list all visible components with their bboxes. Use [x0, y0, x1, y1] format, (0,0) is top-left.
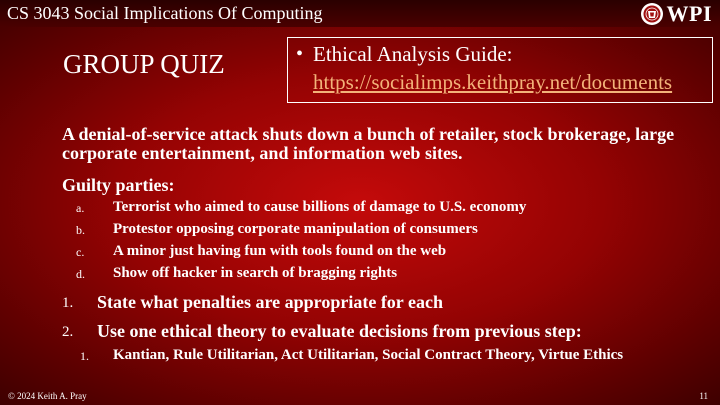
party-marker: b. [76, 223, 85, 237]
step-text: Use one ethical theory to evaluate decisions from previous step: [97, 321, 582, 341]
logo-text: WPI [666, 1, 712, 26]
scenario-text: A denial-of-service attack shuts down a bunch of retailer, stock brokerage, large corporate entertainment, and information web sites. [62, 124, 675, 163]
guide-link[interactable]: https://socialimps.keithpray.net/documents [313, 70, 673, 94]
party-text: Protestor opposing corporate manipulation of consumers [113, 221, 478, 237]
party-item-protestor [76, 220, 478, 238]
ethical-guide-box [287, 37, 713, 103]
wpi-seal-icon [640, 2, 664, 26]
wpi-logo [640, 1, 713, 27]
substep-item-theories [80, 347, 703, 364]
substep-marker: 1. [80, 349, 89, 363]
guide-title: Ethical Analysis Guide: [313, 42, 513, 66]
step-item-penalties [62, 292, 443, 312]
step-marker: 1. [62, 295, 74, 311]
party-text: A minor just having fun with tools found on the web [113, 243, 447, 259]
party-text: Terrorist who aimed to cause billions of damage to U.S. economy [113, 199, 527, 215]
footer-copyright: © 2024 Keith A. Pray [8, 391, 87, 401]
step-text: State what penalties are appropriate for each [97, 292, 443, 312]
step-marker: 2. [62, 324, 74, 340]
footer-page-number: 11 [699, 391, 708, 401]
party-marker: d. [76, 267, 85, 281]
header-bar [0, 0, 720, 27]
party-item-hacker [76, 264, 398, 282]
guide-bullet: • [296, 43, 304, 65]
party-item-minor [76, 242, 447, 260]
party-item-terrorist [76, 198, 527, 216]
slide-title: GROUP QUIZ [63, 49, 225, 79]
party-marker: c. [76, 245, 85, 259]
substep-text: Kantian, Rule Utilitarian, Act Utilitarian, Social Contract Theory, Virtue Ethics [113, 347, 624, 363]
step-item-ethical-theory [62, 321, 582, 341]
course-title: CS 3043 Social Implications Of Computing [7, 3, 323, 23]
party-text: Show off hacker in search of bragging rights [113, 265, 398, 281]
guilty-parties-heading: Guilty parties: [62, 175, 175, 195]
party-marker: a. [76, 201, 85, 215]
